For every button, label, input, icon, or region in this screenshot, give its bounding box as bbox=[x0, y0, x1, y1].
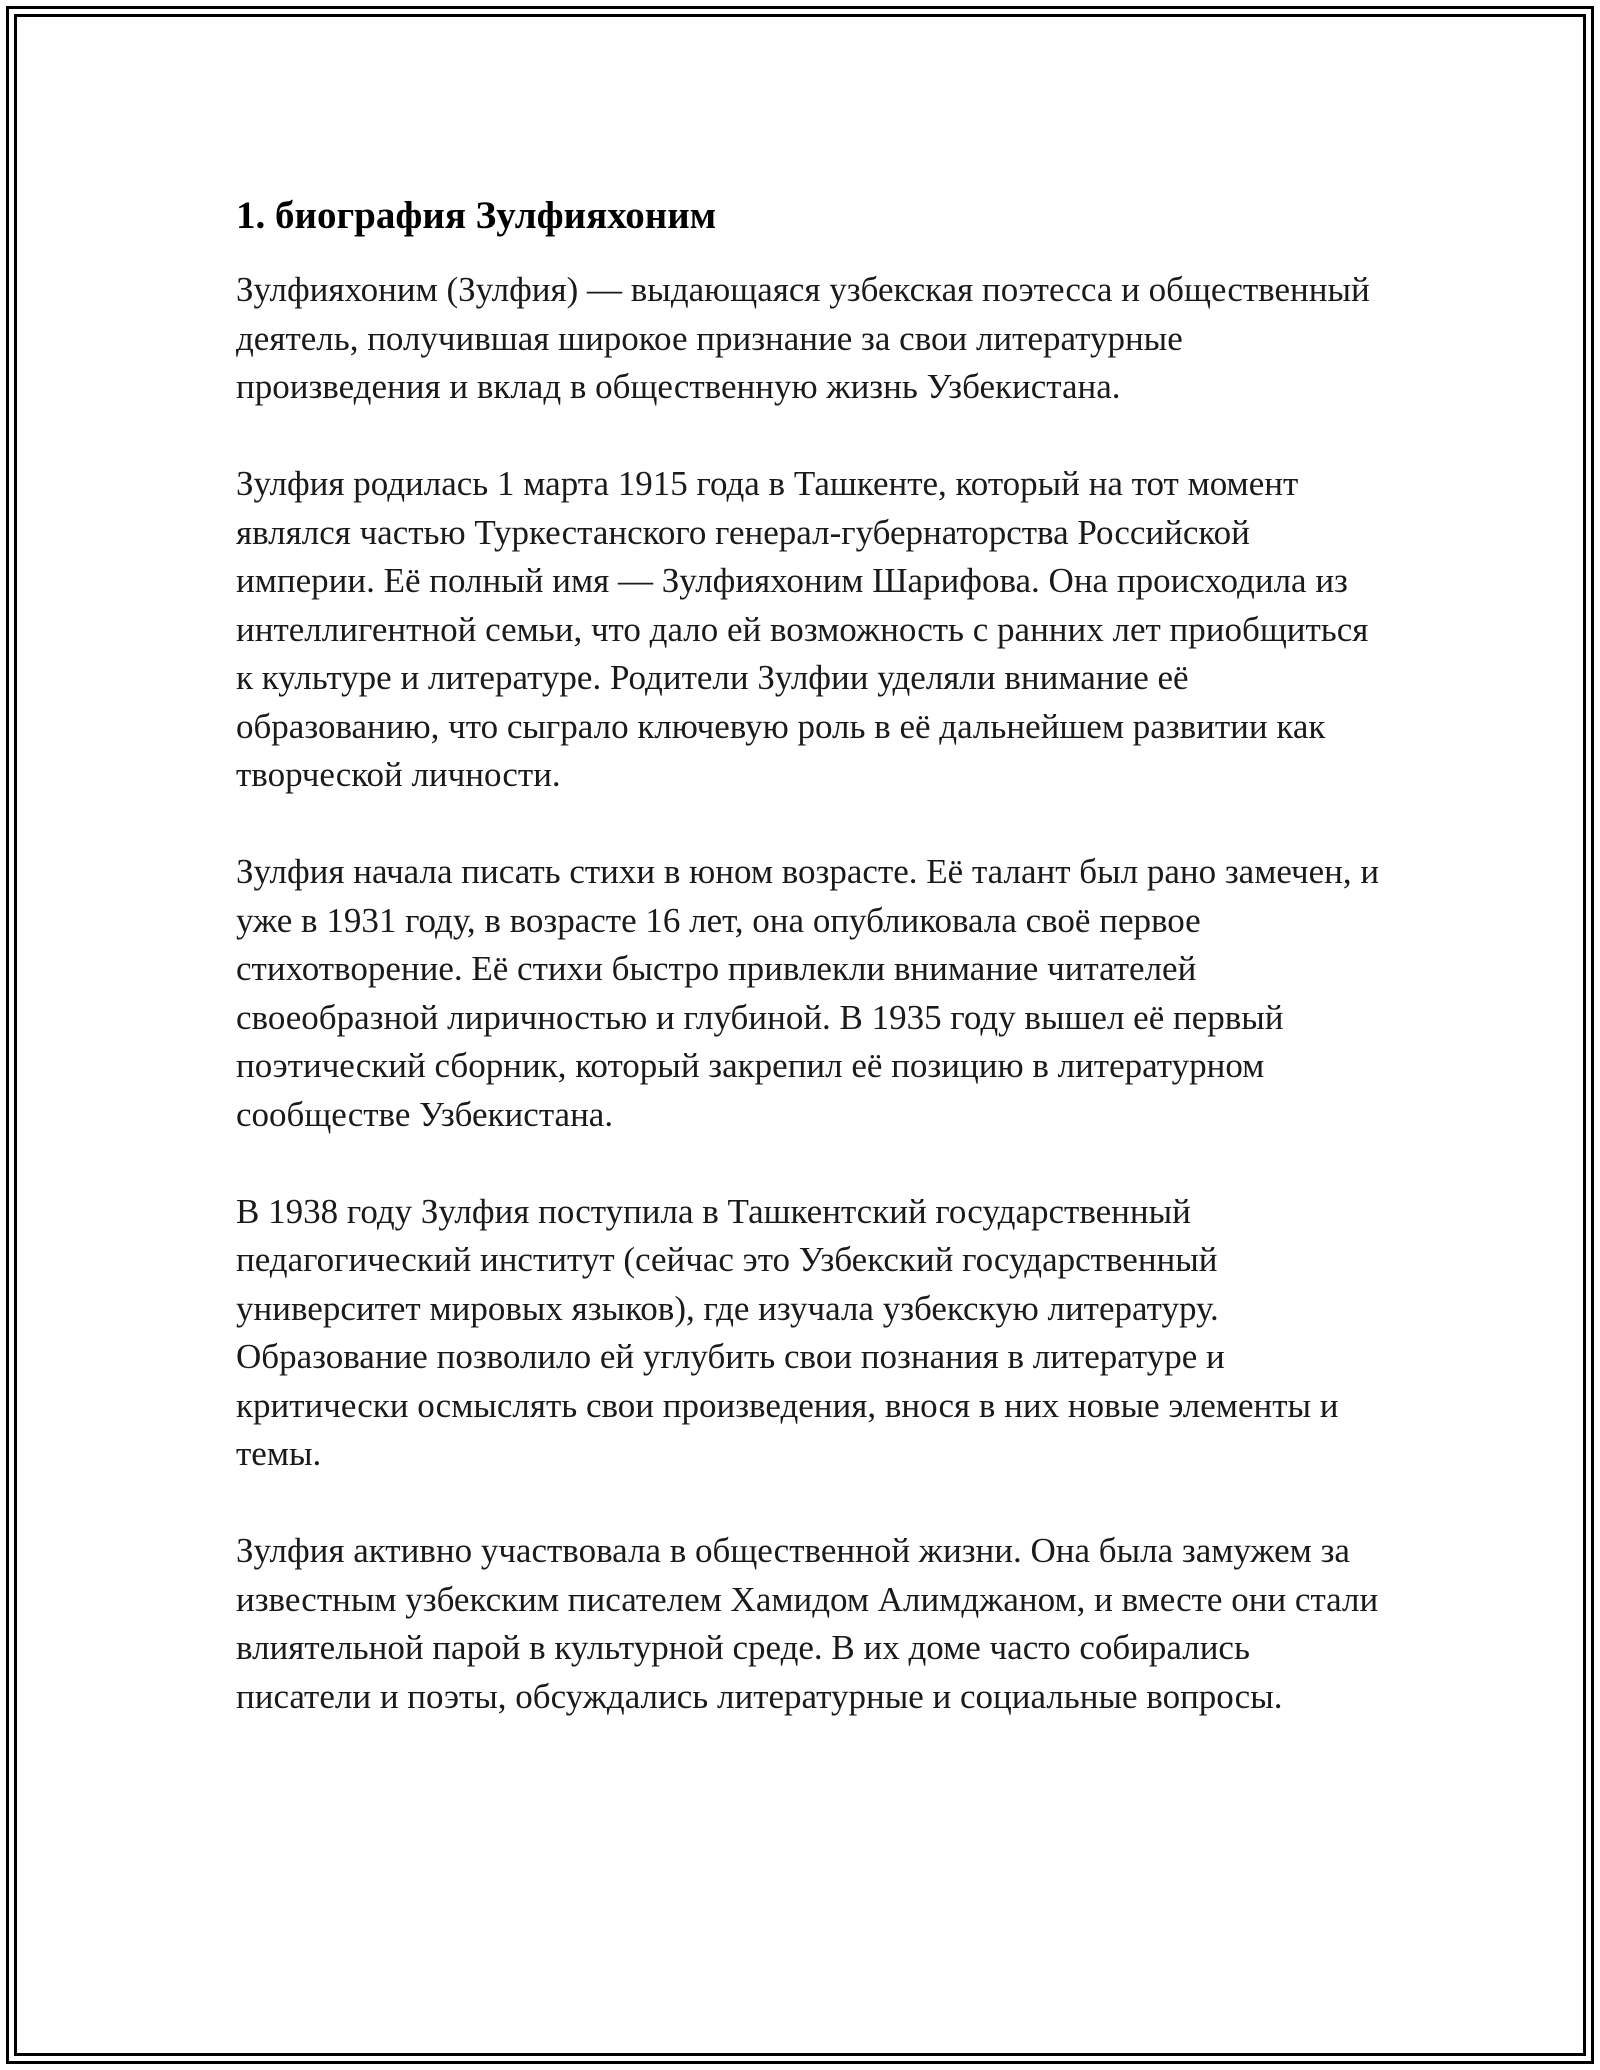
paragraph-education: В 1938 году Зулфия поступила в Ташкентский государственный педагогический институт (сейчас это Узбекский государственный университет мировых языков), где изучала узбекскую литературу. Образование позволило ей углубить свои познания в литературе и критически осмыслять свои произведения, внося в них новые элементы и темы. bbox=[236, 1191, 1339, 1473]
document-page bbox=[236, 190, 1386, 1721]
section-heading: 1. биография Зулфияхоним bbox=[236, 194, 717, 237]
paragraph-early-poetry: Зулфия начала писать стихи в юном возрасте. Её талант был рано замечен, и уже в 1931 году, в возрасте 16 лет, она опубликовала своё первое стихотворение. Её стихи быстро привлекли внимание читателей своеобразной лиричностью и глубиной. В 1935 году вышел её первый поэтический сборник, который закрепил её позицию в литературном сообществе Узбекистана. bbox=[236, 852, 1380, 1134]
paragraph-public-life: Зулфия активно участвовала в общественной жизни. Она была замужем за известным узбекским писателем Хамидом Алимджаном, и вместе они стали влиятельной парой в культурной среде. В их доме часто собирались писатели и поэты, обсуждались литературные и социальные вопросы. bbox=[236, 1531, 1379, 1716]
paragraph-birth: Зулфия родилась 1 марта 1915 года в Ташкенте, который на тот момент являлся частью Туркестанского генерал-губернаторства Российской империи. Её полный имя — Зулфияхоним Шарифова. Она происходила из интеллигентной семьи, что дало ей возможность с ранних лет приобщиться к культуре и литературе. Родители Зулфии уделяли внимание её образованию, что сыграло ключевую роль в её дальнейшем развитии как творческой личности. bbox=[236, 464, 1369, 794]
paragraph-intro: Зулфияхоним (Зулфия) — выдающаяся узбекская поэтесса и общественный деятель, получившая широкое признание за свои литературные произведения и вклад в общественную жизнь Узбекистана. bbox=[236, 270, 1370, 406]
document-body bbox=[236, 266, 1386, 1721]
